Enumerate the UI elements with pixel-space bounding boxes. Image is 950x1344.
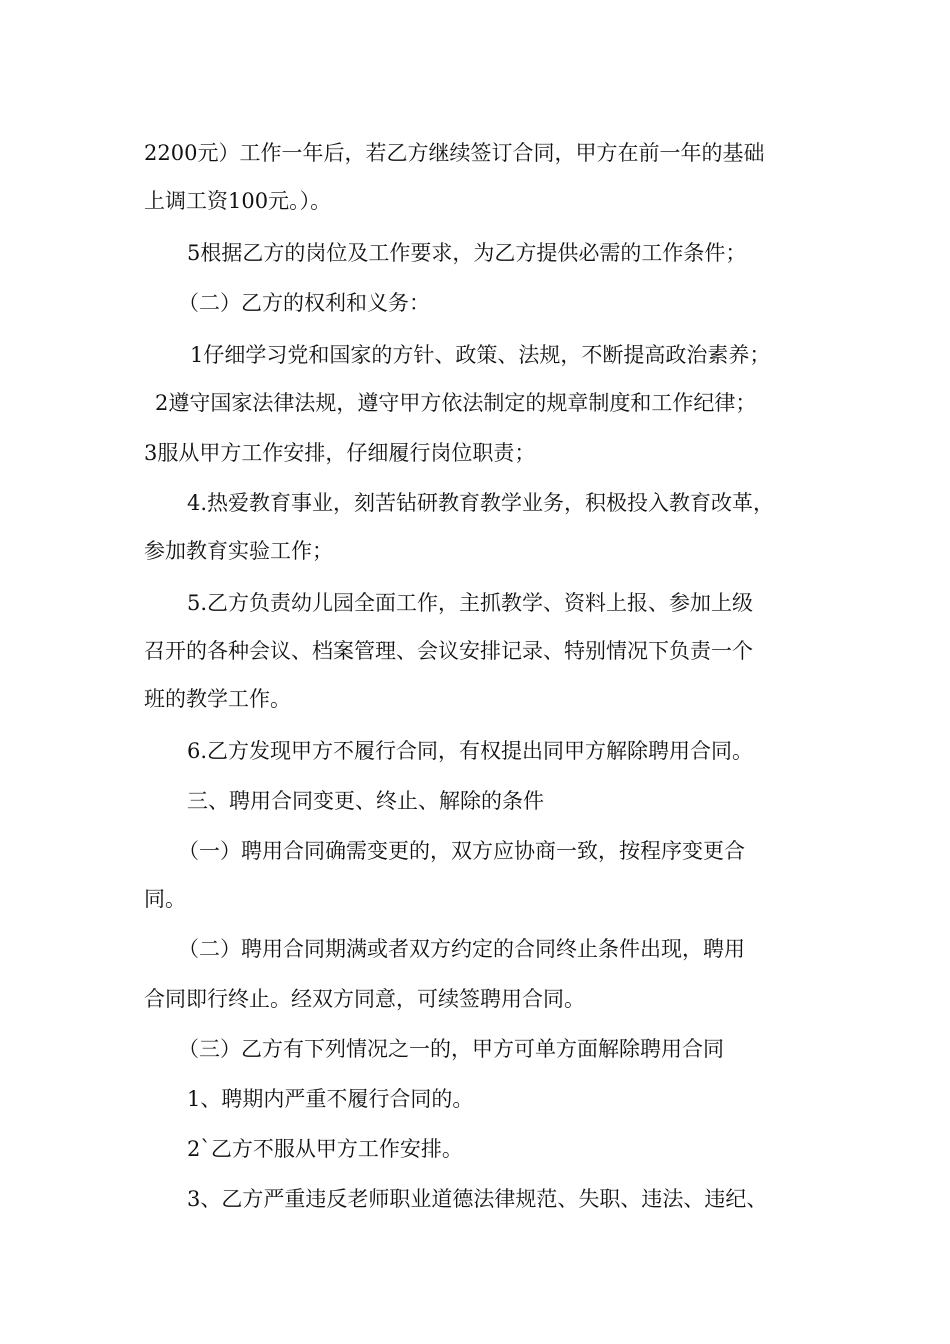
section-heading: （二）乙方的权利和义务： <box>178 291 430 315</box>
text-line: 5.乙方负责幼儿园全面工作，主抓教学、资料上报、参加上级 <box>187 591 754 615</box>
text-line: 班的教学工作。 <box>144 687 291 711</box>
text-line: 召开的各种会议、档案管理、会议安排记录、特别情况下负责一个 <box>144 639 753 663</box>
text-line: 合同即行终止。经双方同意，可续签聘用合同。 <box>144 987 585 1011</box>
text-line: 1、聘期内严重不履行合同的。 <box>187 1087 474 1111</box>
text-line: 2200元）工作一年后，若乙方继续签订合同，甲方在前一年的基础 <box>144 141 765 165</box>
text-line: 3、乙方严重违反老师职业道德法律规范、失职、违法、违纪、 <box>187 1187 768 1211</box>
text-line: （三）乙方有下列情况之一的，甲方可单方面解除聘用合同 <box>178 1037 724 1061</box>
text-line: 2`乙方不服从甲方工作安排。 <box>187 1137 463 1161</box>
text-line: （一）聘用合同确需变更的，双方应协商一致，按程序变更合 <box>178 839 745 863</box>
text-line: 上调工资100元。）。 <box>144 189 332 213</box>
text-line: 4.热爱教育事业，刻苦钻研教育教学业务，积极投入教育改革， <box>187 491 775 515</box>
text-line: 3服从甲方工作安排，仔细履行岗位职责； <box>144 441 536 465</box>
section-heading: 三、聘用合同变更、终止、解除的条件 <box>187 789 544 813</box>
text-line: （二）聘用合同期满或者双方约定的合同终止条件出现，聘用 <box>178 937 745 961</box>
text-line: 6.乙方发现甲方不履行合同，有权提出同甲方解除聘用合同。 <box>187 739 754 763</box>
text-line: 2遵守国家法律法规，遵守甲方依法制定的规章制度和工作纪律； <box>155 391 757 415</box>
text-line: 参加教育实验工作； <box>144 539 333 563</box>
text-line: 1仔细学习党和国家的方针、政策、法规，不断提高政治素养； <box>190 343 771 367</box>
text-line: 5根据乙方的岗位及工作要求，为乙方提供必需的工作条件； <box>187 241 747 265</box>
text-line: 同。 <box>144 887 186 911</box>
